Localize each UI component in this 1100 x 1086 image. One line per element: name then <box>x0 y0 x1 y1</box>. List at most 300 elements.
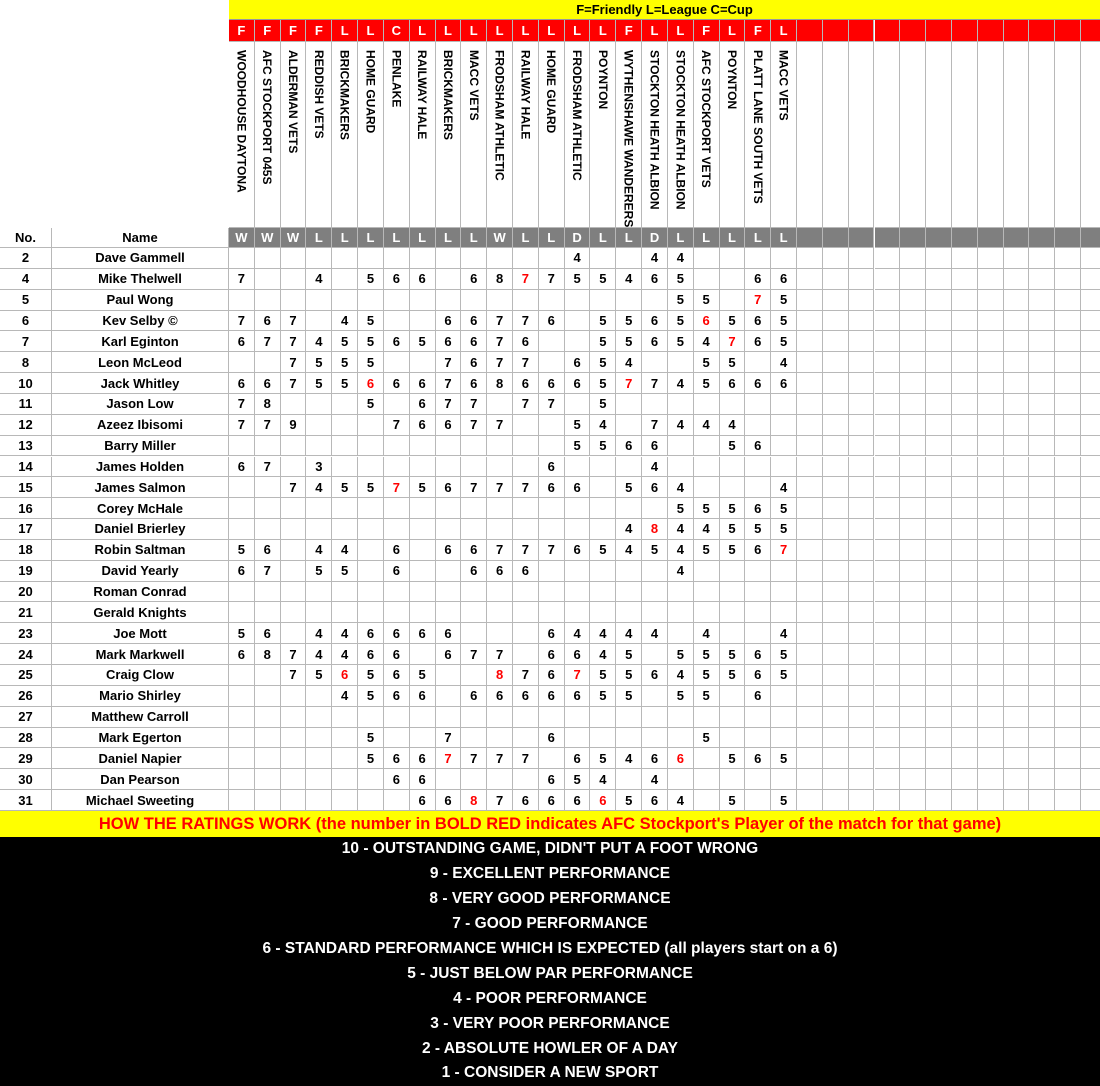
rating-cell <box>1029 436 1055 457</box>
rating-cell <box>565 519 591 540</box>
rating-cell: 6 <box>745 665 771 686</box>
rating-cell <box>720 728 746 749</box>
rating-cell <box>823 290 849 311</box>
rating-cell <box>1004 748 1030 769</box>
rating-cell <box>823 561 849 582</box>
rating-cell: 7 <box>539 269 565 290</box>
rating-cell <box>1004 311 1030 332</box>
rating-cell <box>1055 748 1081 769</box>
match-type-cell <box>1055 20 1081 42</box>
rating-cell <box>281 623 307 644</box>
match-result-cell: W <box>255 228 281 248</box>
player-name: Paul Wong <box>52 290 229 311</box>
rating-cell <box>978 769 1004 790</box>
rating-cell <box>1081 644 1100 665</box>
rating-cell <box>590 519 616 540</box>
opponent-name: POYNTON <box>724 50 739 110</box>
rating-cell <box>849 728 875 749</box>
player-number: 23 <box>0 623 52 644</box>
rating-cell <box>616 290 642 311</box>
rating-cell <box>539 748 565 769</box>
rating-cell <box>410 728 436 749</box>
rating-cell <box>642 561 668 582</box>
rating-cell <box>1004 498 1030 519</box>
rating-cell: 4 <box>694 623 720 644</box>
rating-cell <box>255 707 281 728</box>
rating-cell <box>694 602 720 623</box>
rating-cell <box>1004 728 1030 749</box>
rating-cell: 6 <box>410 748 436 769</box>
rating-cell <box>229 686 255 707</box>
rating-cell: 6 <box>565 644 591 665</box>
rating-cell <box>332 498 358 519</box>
rating-cell <box>1029 582 1055 603</box>
rating-cell <box>771 769 797 790</box>
rating-cell <box>461 519 487 540</box>
rating-cell: 6 <box>539 373 565 394</box>
player-number: 25 <box>0 665 52 686</box>
rating-cell <box>229 436 255 457</box>
rating-cell <box>565 582 591 603</box>
rating-cell <box>1055 686 1081 707</box>
opponent-name: MACC VETS <box>466 50 481 121</box>
rating-cell <box>900 248 926 269</box>
rating-cell <box>900 728 926 749</box>
rating-cell <box>358 540 384 561</box>
opponent-header <box>668 42 694 228</box>
player-number: 13 <box>0 436 52 457</box>
rating-cell <box>384 602 410 623</box>
rating-cell <box>875 728 901 749</box>
rating-cell <box>461 665 487 686</box>
match-type-cell: L <box>590 20 616 42</box>
rating-cell: 4 <box>668 415 694 436</box>
rating-cell: 4 <box>332 686 358 707</box>
rating-cell <box>513 602 539 623</box>
rating-cell <box>461 582 487 603</box>
player-number: 27 <box>0 707 52 728</box>
rating-cell <box>694 457 720 478</box>
match-result-cell: L <box>771 228 797 248</box>
rating-cell <box>358 707 384 728</box>
rating-cell <box>926 415 952 436</box>
rating-cell: 4 <box>616 623 642 644</box>
rating-cell <box>281 602 307 623</box>
rating-cell: 4 <box>720 415 746 436</box>
player-number: 29 <box>0 748 52 769</box>
match-result-cell: L <box>720 228 746 248</box>
match-type-cell: L <box>410 20 436 42</box>
opponent-name: HOME GUARD <box>544 50 559 134</box>
rating-cell <box>797 582 823 603</box>
match-result-cell: L <box>332 228 358 248</box>
rating-cell <box>875 248 901 269</box>
rating-cell <box>797 623 823 644</box>
rating-cell <box>436 290 462 311</box>
rating-cell: 7 <box>281 331 307 352</box>
rating-cell <box>926 477 952 498</box>
opponent-header <box>849 42 875 228</box>
rating-cell <box>797 498 823 519</box>
rating-cell: 6 <box>642 665 668 686</box>
rating-cell <box>952 519 978 540</box>
rating-cell <box>952 290 978 311</box>
match-type-cell: F <box>616 20 642 42</box>
rating-cell: 4 <box>668 540 694 561</box>
rating-cell <box>978 331 1004 352</box>
rating-cell <box>668 457 694 478</box>
rating-cell <box>823 352 849 373</box>
rating-cell <box>281 728 307 749</box>
rating-cell <box>797 352 823 373</box>
rating-cell <box>1029 498 1055 519</box>
player-number: 21 <box>0 602 52 623</box>
rating-cell <box>900 686 926 707</box>
rating-cell: 7 <box>487 540 513 561</box>
potm-rating: 7 <box>745 290 771 311</box>
potm-rating: 7 <box>513 269 539 290</box>
rating-cell: 6 <box>436 331 462 352</box>
rating-cell: 7 <box>384 415 410 436</box>
rating-cell <box>229 582 255 603</box>
rating-cell <box>281 457 307 478</box>
rating-cell <box>255 790 281 811</box>
opponent-header <box>952 42 978 228</box>
rating-cell: 4 <box>668 561 694 582</box>
rating-cell: 6 <box>539 686 565 707</box>
rating-cell <box>565 561 591 582</box>
rating-cell <box>1029 311 1055 332</box>
player-name: Dan Pearson <box>52 769 229 790</box>
rating-cell <box>823 707 849 728</box>
match-result-cell: L <box>306 228 332 248</box>
rating-cell <box>539 248 565 269</box>
rating-cell <box>694 394 720 415</box>
rating-cell <box>229 519 255 540</box>
player-number: 5 <box>0 290 52 311</box>
rating-cell <box>926 623 952 644</box>
match-type-cell <box>900 20 926 42</box>
rating-cell: 5 <box>616 477 642 498</box>
match-type-cell: L <box>332 20 358 42</box>
rating-cell <box>255 769 281 790</box>
opponent-name: WYTHENSHAWE WANDERERS <box>621 50 636 228</box>
rating-cell <box>410 707 436 728</box>
player-name: Mark Markwell <box>52 644 229 665</box>
rating-cell <box>1004 415 1030 436</box>
rating-cell: 6 <box>410 269 436 290</box>
rating-cell: 5 <box>771 519 797 540</box>
rating-cell <box>1029 248 1055 269</box>
rating-cell: 5 <box>694 373 720 394</box>
player-name: Daniel Brierley <box>52 519 229 540</box>
rating-cell <box>358 519 384 540</box>
rating-cell: 5 <box>771 748 797 769</box>
rating-cell <box>875 790 901 811</box>
rating-cell <box>281 561 307 582</box>
opponent-header <box>616 42 642 228</box>
opponent-name: RAILWAY HALE <box>415 50 430 140</box>
ratings-scale <box>0 837 1100 1086</box>
rating-cell: 6 <box>771 269 797 290</box>
rating-cell <box>358 436 384 457</box>
rating-cell <box>281 686 307 707</box>
rating-cell <box>849 331 875 352</box>
rating-cell: 6 <box>539 665 565 686</box>
rating-cell <box>952 311 978 332</box>
rating-cell <box>616 582 642 603</box>
rating-cell: 6 <box>384 373 410 394</box>
rating-cell <box>281 519 307 540</box>
rating-cell <box>900 269 926 290</box>
rating-cell: 5 <box>771 665 797 686</box>
rating-cell <box>1081 477 1100 498</box>
rating-cell <box>875 415 901 436</box>
rating-cell: 5 <box>720 748 746 769</box>
match-type-cell <box>1004 20 1030 42</box>
rating-cell: 6 <box>436 540 462 561</box>
rating-cell: 6 <box>384 769 410 790</box>
opponent-header <box>771 42 797 228</box>
rating-cell <box>745 728 771 749</box>
rating-cell <box>849 748 875 769</box>
match-type-cell: F <box>229 20 255 42</box>
rating-cell <box>410 436 436 457</box>
rating-cell: 5 <box>616 331 642 352</box>
rating-cell <box>875 290 901 311</box>
rating-cell <box>461 248 487 269</box>
rating-cell <box>358 769 384 790</box>
rating-cell: 4 <box>306 644 332 665</box>
rating-cell <box>1081 373 1100 394</box>
rating-cell <box>1029 269 1055 290</box>
rating-cell: 7 <box>539 540 565 561</box>
rating-cell <box>849 498 875 519</box>
rating-cell <box>590 728 616 749</box>
match-type-cell <box>952 20 978 42</box>
match-type-cell <box>1029 20 1055 42</box>
rating-cell <box>849 290 875 311</box>
rating-cell <box>1081 248 1100 269</box>
rating-cell <box>952 665 978 686</box>
rating-cell <box>1029 602 1055 623</box>
rating-cell: 5 <box>771 790 797 811</box>
opponent-name: MACC VETS <box>776 50 791 121</box>
rating-cell <box>1055 498 1081 519</box>
rating-cell <box>1029 728 1055 749</box>
rating-cell: 7 <box>281 665 307 686</box>
match-result-cell <box>797 228 823 248</box>
match-type-cell <box>849 20 875 42</box>
rating-cell <box>745 457 771 478</box>
rating-cell <box>771 415 797 436</box>
rating-cell <box>410 519 436 540</box>
rating-cell <box>1055 644 1081 665</box>
rating-cell <box>1004 561 1030 582</box>
match-type-legend: F=Friendly L=League C=Cup <box>229 0 1100 20</box>
rating-cell <box>1004 457 1030 478</box>
rating-cell <box>487 623 513 644</box>
rating-cell <box>1004 582 1030 603</box>
rating-cell <box>1029 457 1055 478</box>
opponent-header <box>255 42 281 228</box>
rating-cell: 6 <box>384 686 410 707</box>
rating-cell <box>513 498 539 519</box>
rating-cell <box>668 582 694 603</box>
rating-cell: 4 <box>694 331 720 352</box>
match-result-cell: L <box>616 228 642 248</box>
rating-cell: 4 <box>771 352 797 373</box>
rating-cell <box>255 498 281 519</box>
rating-cell <box>487 290 513 311</box>
rating-cell: 6 <box>565 790 591 811</box>
rating-cell <box>797 707 823 728</box>
rating-cell <box>978 707 1004 728</box>
rating-cell <box>1055 352 1081 373</box>
rating-cell <box>255 748 281 769</box>
rating-cell: 6 <box>565 686 591 707</box>
rating-cell <box>823 790 849 811</box>
rating-cell: 6 <box>539 311 565 332</box>
rating-cell <box>694 561 720 582</box>
rating-cell: 5 <box>720 436 746 457</box>
rating-cell: 6 <box>565 540 591 561</box>
rating-cell <box>978 352 1004 373</box>
rating-cell <box>436 602 462 623</box>
rating-cell <box>900 436 926 457</box>
rating-cell: 5 <box>668 686 694 707</box>
rating-cell <box>849 436 875 457</box>
match-result-cell: L <box>436 228 462 248</box>
rating-cell <box>1081 728 1100 749</box>
rating-cell <box>436 436 462 457</box>
rating-cell: 5 <box>590 269 616 290</box>
rating-cell <box>797 686 823 707</box>
rating-cell <box>255 477 281 498</box>
player-name: Leon McLeod <box>52 352 229 373</box>
rating-cell <box>875 331 901 352</box>
rating-cell <box>281 498 307 519</box>
rating-cell: 4 <box>590 623 616 644</box>
rating-cell <box>849 394 875 415</box>
rating-cell <box>513 290 539 311</box>
rating-cell: 5 <box>590 748 616 769</box>
rating-cell <box>1004 644 1030 665</box>
opponent-name: POYNTON <box>595 50 610 110</box>
rating-cell <box>642 582 668 603</box>
rating-cell: 5 <box>590 352 616 373</box>
rating-cell <box>875 269 901 290</box>
rating-cell <box>539 290 565 311</box>
rating-cell <box>358 561 384 582</box>
rating-cell <box>1004 540 1030 561</box>
rating-cell <box>384 519 410 540</box>
rating-cell <box>642 644 668 665</box>
rating-cell: 5 <box>590 436 616 457</box>
rating-cell <box>1029 352 1055 373</box>
rating-cell <box>281 248 307 269</box>
rating-cell: 4 <box>616 748 642 769</box>
rating-cell: 6 <box>539 623 565 644</box>
rating-cell <box>1081 790 1100 811</box>
rating-cell: 7 <box>642 373 668 394</box>
rating-cell <box>1029 477 1055 498</box>
rating-cell: 6 <box>745 748 771 769</box>
rating-cell <box>720 269 746 290</box>
rating-cell <box>332 394 358 415</box>
rating-cell: 7 <box>539 394 565 415</box>
rating-cell <box>513 582 539 603</box>
rating-cell <box>1081 707 1100 728</box>
rating-cell <box>875 436 901 457</box>
opponent-header <box>487 42 513 228</box>
match-result-cell: L <box>358 228 384 248</box>
rating-cell <box>952 582 978 603</box>
rating-cell <box>306 707 332 728</box>
rating-cell <box>513 769 539 790</box>
rating-cell <box>797 602 823 623</box>
potm-rating: 8 <box>642 519 668 540</box>
rating-cell <box>487 394 513 415</box>
rating-cell: 4 <box>332 623 358 644</box>
rating-cell <box>900 331 926 352</box>
rating-cell <box>952 498 978 519</box>
opponent-name: BRICKMAKERS <box>440 50 455 140</box>
rating-cell <box>539 498 565 519</box>
rating-cell <box>900 540 926 561</box>
player-name: Azeez Ibisomi <box>52 415 229 436</box>
player-number: 6 <box>0 311 52 332</box>
rating-cell: 7 <box>487 748 513 769</box>
rating-cell: 5 <box>720 790 746 811</box>
rating-cell <box>797 665 823 686</box>
rating-cell <box>1055 769 1081 790</box>
rating-cell: 5 <box>771 331 797 352</box>
rating-cell <box>926 561 952 582</box>
rating-cell <box>436 498 462 519</box>
rating-cell <box>306 582 332 603</box>
rating-cell: 5 <box>642 540 668 561</box>
rating-cell: 6 <box>461 331 487 352</box>
rating-cell: 4 <box>332 311 358 332</box>
player-number: 20 <box>0 582 52 603</box>
rating-cell <box>849 665 875 686</box>
player-name: Roman Conrad <box>52 582 229 603</box>
player-number: 15 <box>0 477 52 498</box>
rating-cell <box>513 644 539 665</box>
rating-cell: 5 <box>306 373 332 394</box>
rating-cell <box>978 477 1004 498</box>
match-result-cell <box>952 228 978 248</box>
rating-cell <box>590 707 616 728</box>
rating-cell <box>720 477 746 498</box>
rating-cell <box>823 519 849 540</box>
match-result-cell: W <box>229 228 255 248</box>
rating-cell <box>875 769 901 790</box>
rating-cell <box>487 519 513 540</box>
match-type-cell: L <box>436 20 462 42</box>
rating-cell: 4 <box>565 623 591 644</box>
rating-cell: 5 <box>590 665 616 686</box>
rating-cell <box>823 415 849 436</box>
rating-cell: 7 <box>461 477 487 498</box>
rating-cell <box>900 415 926 436</box>
rating-cell <box>797 290 823 311</box>
opponent-header <box>229 42 255 228</box>
rating-cell <box>926 769 952 790</box>
rating-cell <box>849 602 875 623</box>
rating-cell: 6 <box>513 561 539 582</box>
